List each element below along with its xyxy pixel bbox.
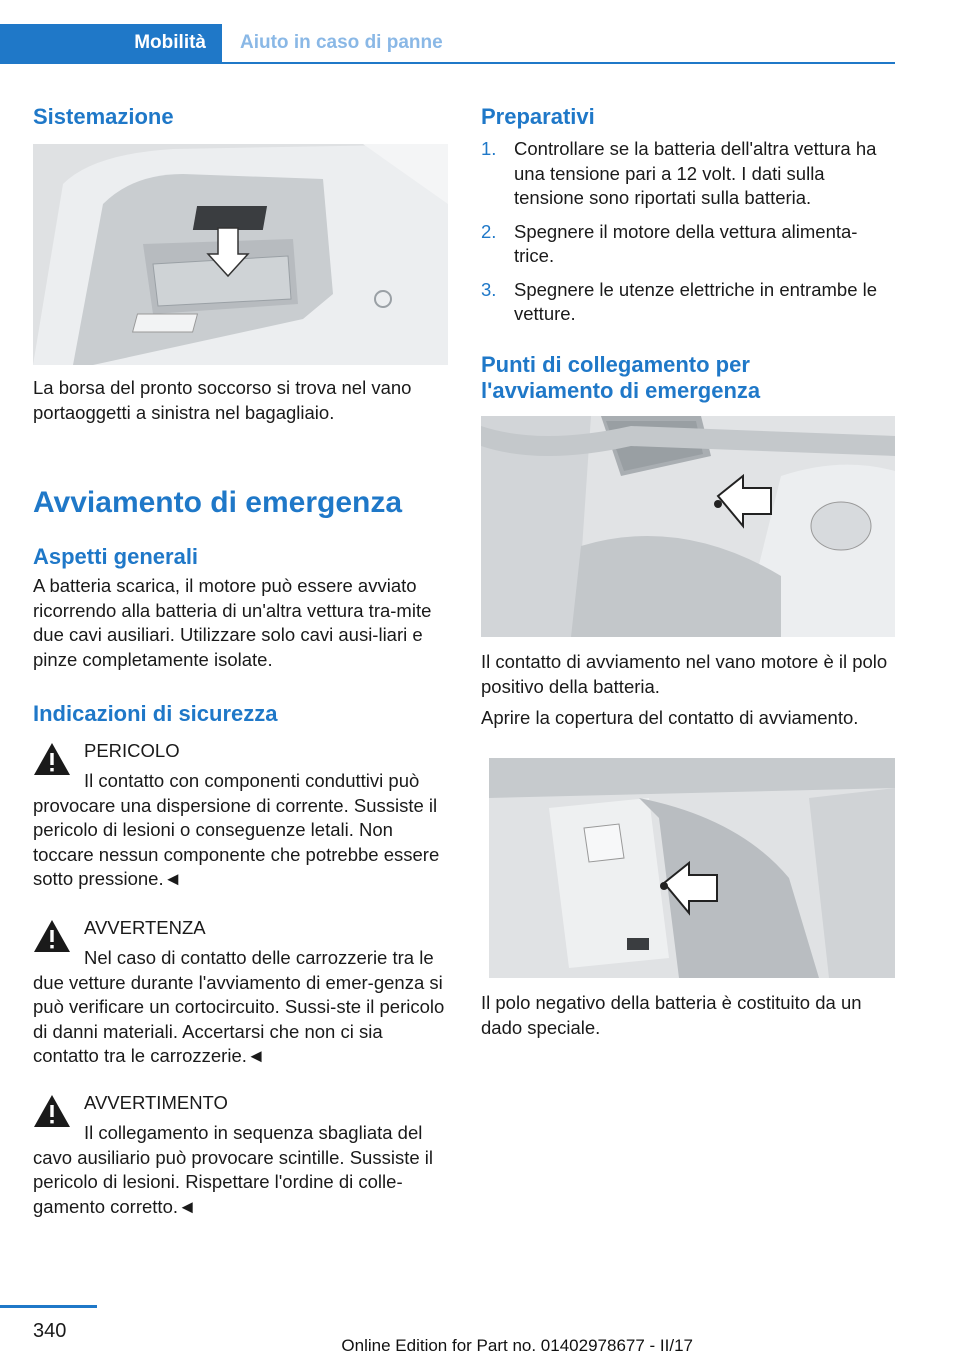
safety-title: Indicazioni di sicurezza <box>33 701 278 726</box>
warning-text-danger: Il contatto con componenti conduttivi può provocare una dispersione di corrente. Sussiste il pericolo di lesioni o conseguenze letali. Non toccare nessun componente che potrebbe essere sotto pressione.◄ <box>33 770 440 889</box>
list-item: 1. Controllare se la batteria dell'altra vettura ha una tensione pari a 12 volt. I dati sulla tensione sono riportati sulla batteria. <box>481 138 877 208</box>
main-title: Avviamento di emergenza <box>33 486 403 519</box>
chapter-label: Mobilità <box>134 32 206 53</box>
general-text: A batteria scarica, il motore può essere avviato ricorrendo alla batteria di un'altra vettura tra-mite due cavi ausiliari. Utilizzare solo cavi ausi-liari e pinze completamente isolate. <box>33 575 432 670</box>
positive-text: Il contatto di avviamento nel vano motore è il polo positivo della batteria. <box>481 651 888 697</box>
engine-negative-image <box>489 758 895 978</box>
cover-text: Aprire la copertura del contatto di avviamento. <box>481 707 859 728</box>
page-header <box>0 0 895 64</box>
chapter-tab[interactable] <box>0 24 222 62</box>
general-title: Aspetti generali <box>33 544 199 569</box>
warning-label-caution: AVVERTENZA <box>84 917 206 938</box>
warning-label-notice: AVVERTIMENTO <box>84 1092 228 1113</box>
sistemazione-text: La borsa del pronto soccorso si trova nel vano portaoggetti a sinistra nel bagagliaio. <box>33 377 412 423</box>
page-number: 340 <box>33 1320 67 1342</box>
trunk-image <box>33 144 448 365</box>
page-number-bar <box>0 1305 97 1308</box>
warning-text-notice: Il collegamento in sequenza sbagliata del cavo ausiliario può provocare scintille. Sussiste il pericolo di lesioni. Rispettare l'ordine di colle-gamento corretto.◄ <box>33 1122 433 1217</box>
section-tab[interactable]: Aiuto in caso di panne <box>240 32 443 53</box>
warning-text-caution: Nel caso di contatto delle carrozzerie tra le due vetture durante l'avviamento di emer-genza si può verificare un cortocircuito. Sussi-ste il pericolo di danni materiali. Accertarsi che non ci sia contatto tra le carrozzerie.◄ <box>33 947 445 1066</box>
sistemazione-title: Sistemazione <box>33 104 174 129</box>
engine-positive-image <box>481 416 895 637</box>
negative-text: Il polo negativo della batteria è costituito da un dado speciale. <box>481 992 862 1038</box>
points-title: Punti di collegamento per l'avviamento di emergenza <box>481 352 761 403</box>
list-item: 2. Spegnere il motore della vettura alimenta-trice. <box>481 220 858 266</box>
warning-label-danger: PERICOLO <box>84 740 180 761</box>
edition-footer: Online Edition for Part no. 01402978677 - II/17 <box>341 1336 693 1355</box>
prep-steps <box>481 137 895 336</box>
list-item: 3. Spegnere le utenze elettriche in entrambe le vetture. <box>481 278 878 324</box>
prep-title: Preparativi <box>481 104 595 129</box>
